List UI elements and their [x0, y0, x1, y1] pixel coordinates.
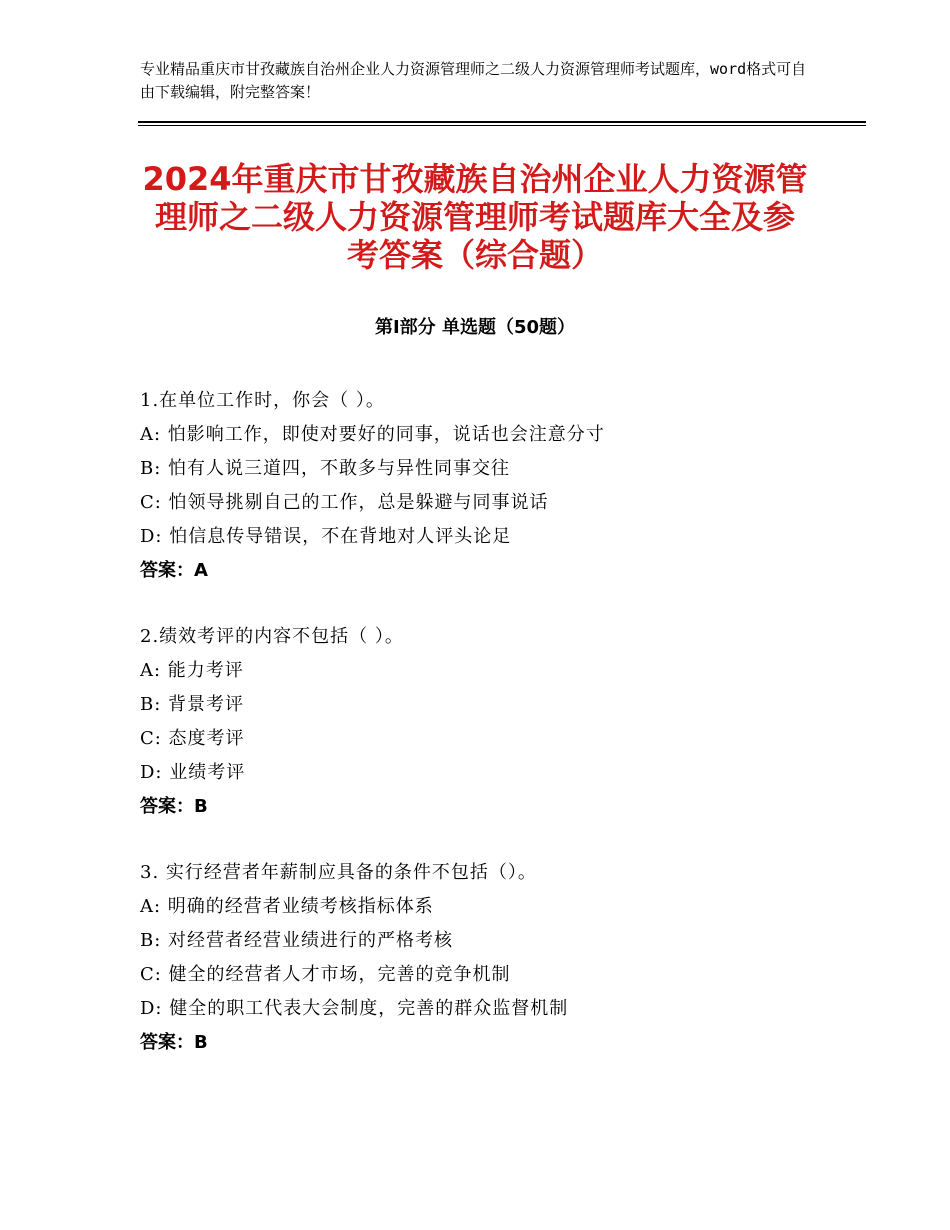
answer-label: 答案：B	[140, 796, 208, 817]
option-b: B: 背景考评	[140, 694, 245, 715]
header-divider-thin	[138, 125, 866, 126]
option-c: C: 态度考评	[140, 728, 245, 749]
option-d: D: 怕信息传导错误，不在背地对人评头论足	[140, 526, 512, 547]
document-title: 2024年重庆市甘孜藏族自治州企业人力资源管理师之二级人力资源管理师考试题库大全及参考答案（综合题）	[142, 160, 808, 274]
header-divider	[138, 121, 866, 123]
option-a: A: 明确的经营者业绩考核指标体系	[140, 896, 434, 917]
answer-label: 答案：B	[140, 1032, 208, 1053]
option-b: B: 对经营者经营业绩进行的严格考核	[140, 930, 454, 951]
answer-label: 答案：A	[140, 560, 208, 581]
question-1	[140, 384, 840, 588]
question-2	[140, 620, 840, 824]
option-a: A: 能力考评	[140, 660, 244, 681]
option-d: D: 业绩考评	[140, 762, 246, 783]
question-list	[140, 384, 840, 1092]
question-stem: 1.在单位工作时，你会（ ）。	[140, 390, 385, 411]
option-c: C: 怕领导挑剔自己的工作，总是躲避与同事说话	[140, 492, 549, 513]
question-stem: 3. 实行经营者年薪制应具备的条件不包括（）。	[140, 862, 537, 883]
option-d: D: 健全的职工代表大会制度，完善的群众监督机制	[140, 998, 569, 1019]
option-a: A: 怕影响工作，即使对要好的同事，说话也会注意分寸	[140, 424, 605, 445]
option-b: B: 怕有人说三道四，不敢多与异性同事交往	[140, 458, 511, 479]
section-title: 第Ⅰ部分 单选题（50题）	[374, 317, 575, 338]
question-3	[140, 856, 840, 1060]
question-stem: 2.绩效考评的内容不包括（ ）。	[140, 626, 404, 647]
option-c: C: 健全的经营者人才市场，完善的竞争机制	[140, 964, 511, 985]
header-note: 专业精品重庆市甘孜藏族自治州企业人力资源管理师之二级人力资源管理师考试题库，word格式可自由下载编辑，附完整答案！	[140, 60, 807, 101]
